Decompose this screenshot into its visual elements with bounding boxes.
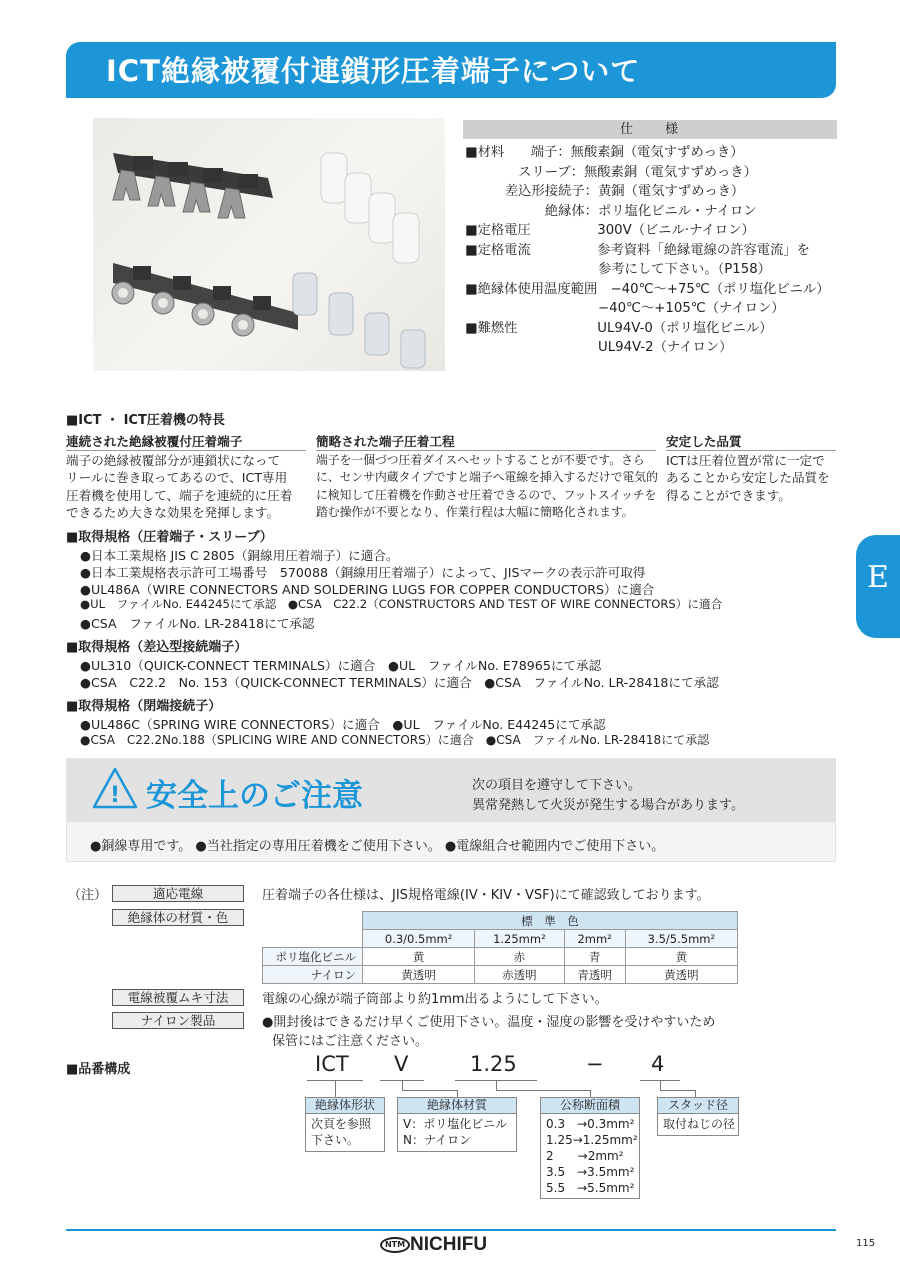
color-table-size: 1.25mm²	[475, 930, 564, 948]
part-box-line: N：ナイロン	[403, 1133, 472, 1147]
part-code: −	[586, 1052, 604, 1076]
feature-line: 踏む操作が不要となり、作業行程は大幅に簡略化されます。	[316, 504, 634, 519]
feature-line: あることから安定した品質を	[666, 470, 830, 486]
footer-divider	[66, 1229, 836, 1231]
feature-heading: 簡略された端子圧着工程	[316, 434, 455, 449]
spec-row: ■定格電流 参考資料「絶縁電線の許容電流」を	[465, 242, 810, 258]
feature-line: に検知して圧着機を作動させ圧着できるので、フットスイッチを	[316, 487, 657, 502]
color-table-cell: 黄	[625, 948, 737, 966]
spec-row: ■定格電圧 300V（ビニル·ナイロン）	[465, 223, 755, 238]
note-text: ●開封後はできるだけ早くご使用下さい。温度・湿度の影響を受けやすいため	[262, 1015, 716, 1030]
standards-title: ■取得規格（閉端接続子）	[66, 699, 222, 714]
notes-marker: （注）	[68, 888, 108, 903]
feature-line: 端子を一個づつ圧着ダイスへセットすることが不要です。さら	[316, 453, 645, 467]
feature-body	[316, 452, 658, 521]
ring-terminal-chain	[112, 263, 298, 336]
feature-divider	[66, 450, 306, 451]
spec-row: 絶縁体：ポリ塩化ビニル・ナイロン	[465, 203, 757, 219]
spec-header: 仕 様	[619, 122, 680, 137]
standards-title: ■取得規格（圧着端子・スリーブ）	[66, 530, 273, 545]
part-box-head: 絶縁体形状	[305, 1097, 385, 1114]
feature-divider	[666, 450, 836, 451]
spec-row: −40℃〜+105℃（ナイロン）	[465, 301, 785, 316]
color-table-cell: 赤透明	[475, 966, 564, 984]
quick-connect-terminals	[293, 273, 425, 368]
spec-row: 差込形接続子：黄銅（電気すずめっき）	[465, 184, 745, 199]
feature-line: リールに巻き取ってあるので、ICT専用	[66, 470, 288, 486]
feature-divider	[316, 450, 656, 451]
part-box-body	[540, 1114, 640, 1199]
safety-note: 異常発熱して火災が発生する場合があります。	[472, 798, 744, 813]
safety-list: ●銅線専用です。 ●当社指定の専用圧着機をご使用下さい。 ●電線組合せ範囲内でご使用下さい。	[90, 839, 665, 854]
part-box-line: 1.25→1.25mm²	[546, 1133, 638, 1147]
brand-logo: NICHIFU	[410, 1234, 488, 1255]
standards-item: ●UL ファイルNo. E44245にて承認 ●CSA C22.2（CONSTRUCTORS AND TEST OF WIRE CONNECTORS）に適合	[80, 597, 723, 611]
feature-body	[66, 452, 292, 521]
part-box-line: 5.5 →5.5mm²	[546, 1181, 635, 1195]
spec-row: UL94V-2（ナイロン）	[465, 340, 733, 355]
feature-line: 圧着機を使用して、端子を連続的に圧着	[66, 487, 293, 503]
spec-row: ■絶縁体使用温度範囲 −40℃〜+75℃（ポリ塩化ビニル）	[465, 281, 830, 297]
feature-line: 端子の絶縁被覆部分が連鎖状になって	[66, 453, 281, 468]
standards-item: ●日本工業規格 JIS C 2805（銅線用圧着端子）に適合。	[80, 548, 399, 563]
page-title: ICT絶縁被覆付連鎖形圧着端子について	[106, 54, 641, 88]
part-connector	[335, 1080, 336, 1098]
standards-item: ●UL310（QUICK-CONNECT TERMINALS）に適合 ●UL ファイルNo. E78965にて承認	[80, 658, 602, 673]
part-box-body	[397, 1114, 517, 1152]
feature-heading: 安定した品質	[666, 434, 742, 449]
color-table-header: 標 準 色	[363, 912, 738, 930]
color-table-material: ナイロン	[263, 966, 363, 984]
color-table-size: 3.5/5.5mm²	[625, 930, 737, 948]
product-photo	[93, 118, 445, 371]
note-text: 電線の心線が端子筒部より約1mm出るようにして下さい。	[262, 992, 608, 1007]
note-text: 圧着端子の各仕様は、JIS規格電線(IV・KIV・VSF)にて確認致しております。	[262, 888, 710, 903]
color-table-cell: 青透明	[564, 966, 625, 984]
feature-line: できるため大きな効果を発揮します。	[66, 504, 280, 520]
warning-icon	[92, 766, 138, 810]
part-connector	[660, 1090, 695, 1091]
spec-row: 参考にして下さい。（P158）	[465, 262, 771, 277]
standards-item: ●UL486A（WIRE CONNECTORS AND SOLDERING LUGS FOR COPPER CONDUCTORS）に適合	[80, 582, 655, 597]
note-label: ナイロン製品	[112, 1012, 244, 1029]
standards-item: ●CSA ファイルNo. LR-28418にて承認	[80, 616, 315, 631]
safety-title: 安全上のご注意	[146, 778, 363, 814]
feature-line: に、センサ内蔵タイプですと端子へ電線を挿入するだけで電気的	[316, 470, 658, 485]
spec-row: ■材料 端子：無酸素銅（電気すずめっき）	[465, 145, 744, 160]
feature-line: ICTは圧着位置が常に一定で	[666, 453, 825, 468]
color-table-cell: 黄透明	[625, 966, 737, 984]
note-label: 適応電線	[112, 885, 244, 902]
standards-item: ●日本工業規格表示許可工場番号 570088（銅線用圧着端子）によって、JISマークの表示許可取得	[80, 565, 646, 580]
part-box-head: 絶縁体材質	[397, 1097, 517, 1114]
part-box-body	[305, 1114, 385, 1152]
color-table-cell: 赤	[475, 948, 564, 966]
part-connector	[496, 1080, 497, 1090]
standards-item: ●CSA C22.2 No. 153（QUICK-CONNECT TERMINALS）に適合 ●CSA ファイルNo. LR-28418にて承認	[80, 675, 719, 690]
part-box-head: スタッド径	[657, 1097, 739, 1114]
safety-note: 次の項目を遵守して下さい。	[472, 778, 642, 793]
standards-title: ■取得規格（差込型接続端子）	[66, 640, 248, 655]
logo-badge: NTM	[380, 1237, 410, 1253]
color-table-cell: 黄透明	[363, 966, 475, 984]
section-tab-label: E	[867, 560, 889, 595]
part-box-line: 0.3 →0.3mm²	[546, 1117, 635, 1131]
note-label: 電線被覆ムキ寸法	[112, 989, 244, 1006]
color-table-material: ポリ塩化ビニル	[263, 948, 363, 966]
part-code: 1.25	[470, 1052, 517, 1076]
page-number: 115	[856, 1238, 876, 1249]
part-connector	[660, 1080, 661, 1090]
part-connector	[402, 1080, 403, 1090]
part-box-line: 取付ねじの径	[663, 1117, 736, 1131]
standards-item: ●CSA C22.2No.188（SPLICING WIRE AND CONNECTORS）に適合 ●CSA ファイルNo. LR-28418にて承認	[80, 733, 710, 747]
standards-item: ●UL486C（SPRING WIRE CONNECTORS）に適合 ●UL ファイルNo. E44245にて承認	[80, 717, 606, 732]
color-table	[262, 911, 738, 984]
part-box-line: 次頁を参照	[311, 1117, 372, 1131]
part-box-line: 下さい。	[311, 1133, 360, 1147]
part-box-line: 2 →2mm²	[546, 1149, 624, 1163]
spec-row: ■難燃性 UL94V-0（ポリ塩化ビニル）	[465, 320, 773, 336]
color-table-cell: 青	[564, 948, 625, 966]
sleeve-connectors	[321, 153, 419, 263]
terminal-illustration	[93, 118, 445, 371]
part-box-head: 公称断面積	[540, 1097, 640, 1114]
spec-row: スリーブ：無酸素銅（電気すずめっき）	[465, 164, 757, 180]
part-box-line: 3.5 →3.5mm²	[546, 1165, 635, 1179]
part-code: 4	[651, 1052, 665, 1076]
fork-terminal-chain	[113, 153, 273, 218]
part-connector	[496, 1090, 590, 1091]
feature-heading: 連続された絶縁被覆付圧着端子	[66, 434, 243, 449]
color-table-cell: 黄	[363, 948, 475, 966]
part-code: ICT	[315, 1052, 349, 1076]
part-code: V	[394, 1052, 409, 1076]
note-label: 絶縁体の材質・色	[112, 909, 244, 926]
part-box-line: V：ポリ塩化ビニル	[403, 1117, 508, 1131]
part-number-title: ■品番構成	[66, 1062, 131, 1077]
color-table-size: 0.3/0.5mm²	[363, 930, 475, 948]
svg-text:!: !	[109, 783, 121, 808]
feature-body	[666, 452, 830, 504]
part-box-body	[657, 1114, 739, 1136]
feature-line: 得ることができます。	[666, 487, 791, 503]
color-table-size: 2mm²	[564, 930, 625, 948]
part-connector	[402, 1090, 457, 1091]
note-text: 保管にはご注意ください。	[272, 1034, 429, 1049]
features-title: ■ICT ・ ICT圧着機の特長	[66, 413, 225, 428]
